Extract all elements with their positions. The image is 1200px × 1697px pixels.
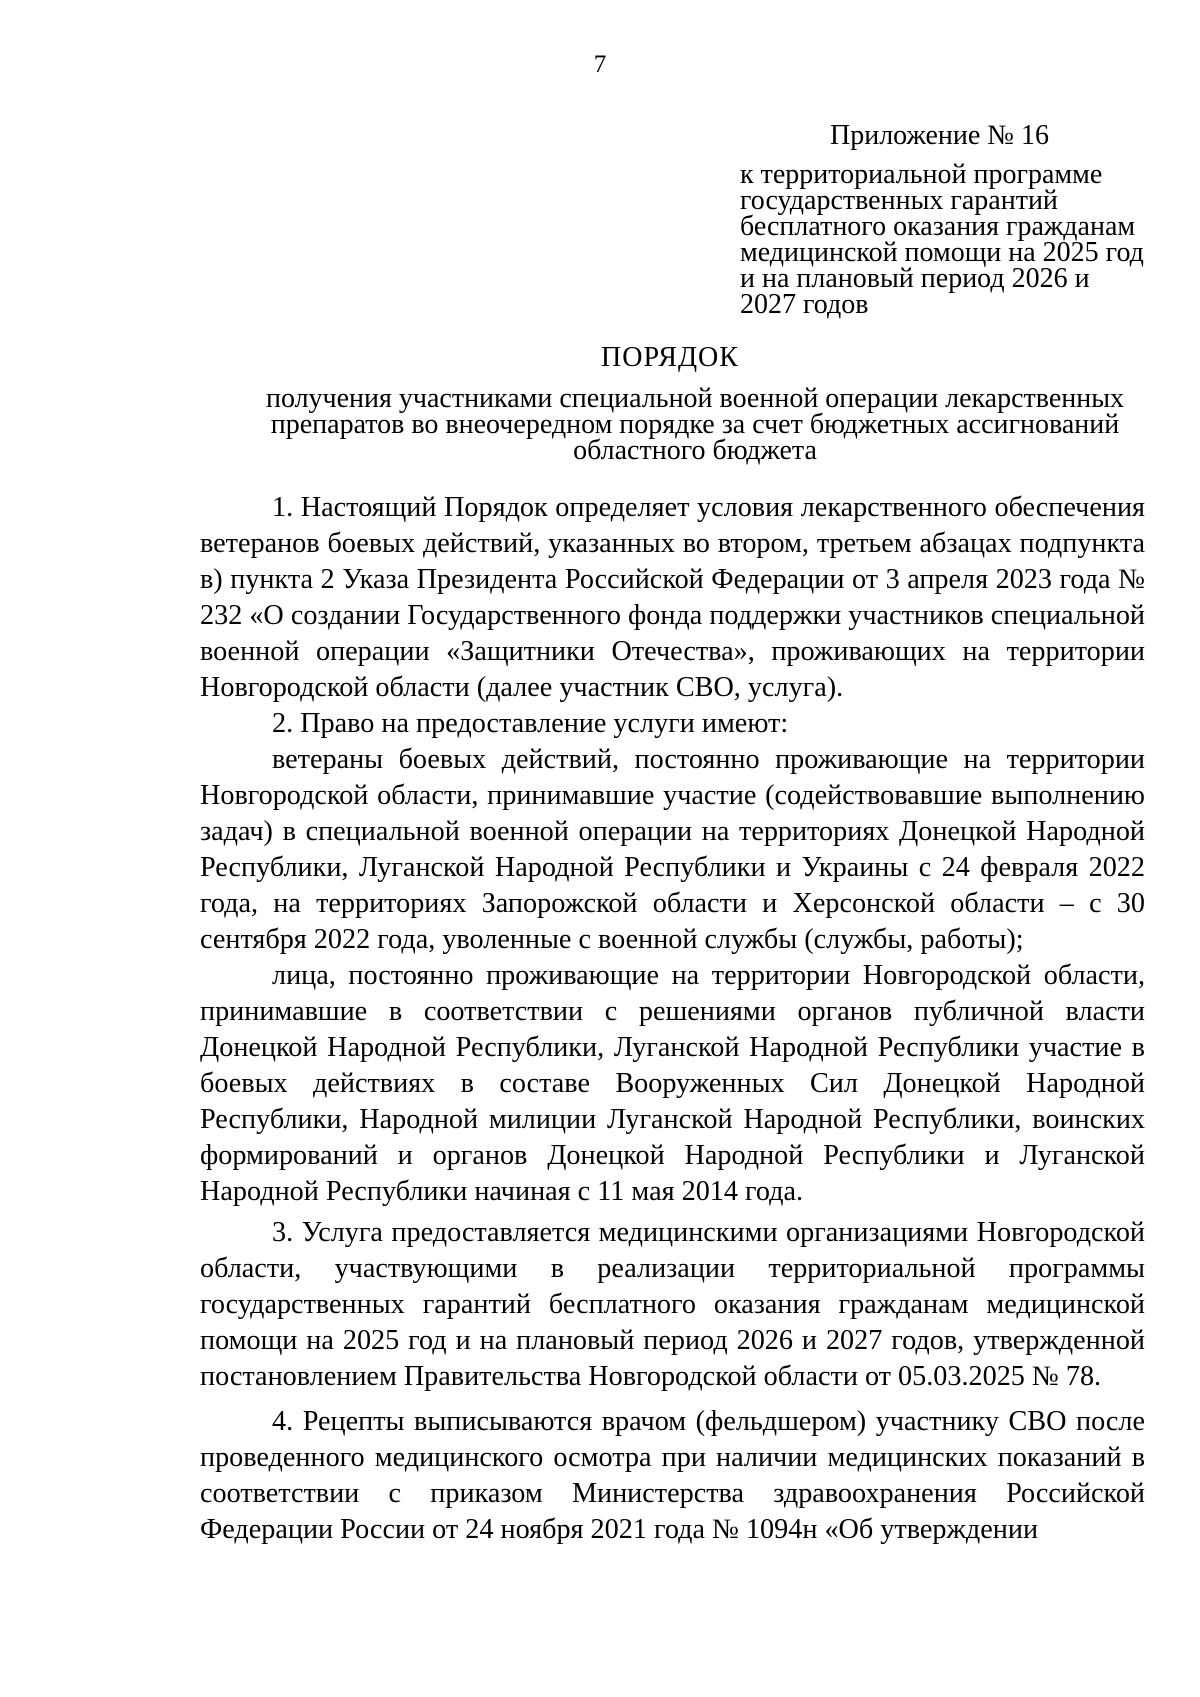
subtitle-line: получения участниками специальной военной операции лекарственных	[265, 383, 1125, 414]
paragraph-4: 4. Рецепты выписываются врачом (фельдшером) участнику СВО после проведенного медицинского осмотра при наличии медицинских показаний в соответствии с приказом Министерства здравоохранения Российской Федерации России от 24 ноября 2021 года № 1094н «Об утверждении	[200, 1406, 1145, 1545]
paragraph-2-item-2: лица, постоянно проживающие на территории Новгородской области, принимавшие в соответствии с решениями органов публичной власти Донецкой Народной Республики, Луганской Народной Республики участие в боевых действиях в составе Вооруженных Сил Донецкой Народной Республики, Народной милиции Луганской Народной Республики, воинских формирований и органов Донецкой Народной Республики и Луганской Народной Республики начиная с 11 мая 2014 года.	[200, 960, 1145, 1207]
document-title: ПОРЯДОК	[601, 342, 739, 373]
paragraph-2-item-1: ветераны боевых действий, постоянно проживающие на территории Новгородской области, принимавшие участие (содействовавшие выполнению задач) в специальной военной операции на территориях Донецкой Народной Республики, Луганской Народной Республики и Украины с 24 февраля 2022 года, на территориях Запорожской области и Херсонской области – с 30 сентября 2022 года, уволенные с военной службы (службы, работы);	[200, 744, 1145, 955]
appendix-ref-line: государственных гарантий	[740, 185, 1058, 216]
appendix-ref-line: 2027 годов	[740, 289, 869, 320]
appendix-ref-line: к территориальной программе	[740, 159, 1103, 190]
paragraph-3: 3. Услуга предоставляется медицинскими организациями Новгородской области, участвующими в реализации территориальной программы государственных гарантий бесплатного оказания гражданам медицинской помощи на 2025 год и на плановый период 2026 и 2027 годов, утвержденной постановлением Правительства Новгородской области от 05.03.2025 № 78.	[200, 1217, 1145, 1392]
subtitle-line: препаратов во внеочередном порядке за счет бюджетных ассигнований	[270, 409, 1120, 440]
paragraph-2: 2. Право на предоставление услуги имеют:	[272, 708, 789, 739]
appendix-reference	[740, 159, 1160, 320]
appendix-ref-line: и на плановый период 2026 и	[740, 263, 1090, 294]
document-subtitle	[235, 383, 1155, 466]
appendix-ref-line: медицинской помощи на 2025 год	[740, 237, 1144, 268]
paragraph-1: 1. Настоящий Порядок определяет условия лекарственного обеспечения ветеранов боевых действий, указанных во втором, третьем абзацах подпункта в) пункта 2 Указа Президента Российской Федерации от 3 апреля 2023 года № 232 «О создании Государственного фонда поддержки участников специальной военной операции «Защитники Отечества», проживающих на территории Новгородской области (далее участник СВО, услуга).	[200, 492, 1145, 703]
subtitle-line: областного бюджета	[573, 435, 817, 466]
appendix-ref-line: бесплатного оказания гражданам	[740, 211, 1136, 242]
page-number: 7	[593, 51, 607, 78]
appendix-title: Приложение № 16	[830, 120, 1049, 151]
document-body	[200, 490, 1145, 1548]
